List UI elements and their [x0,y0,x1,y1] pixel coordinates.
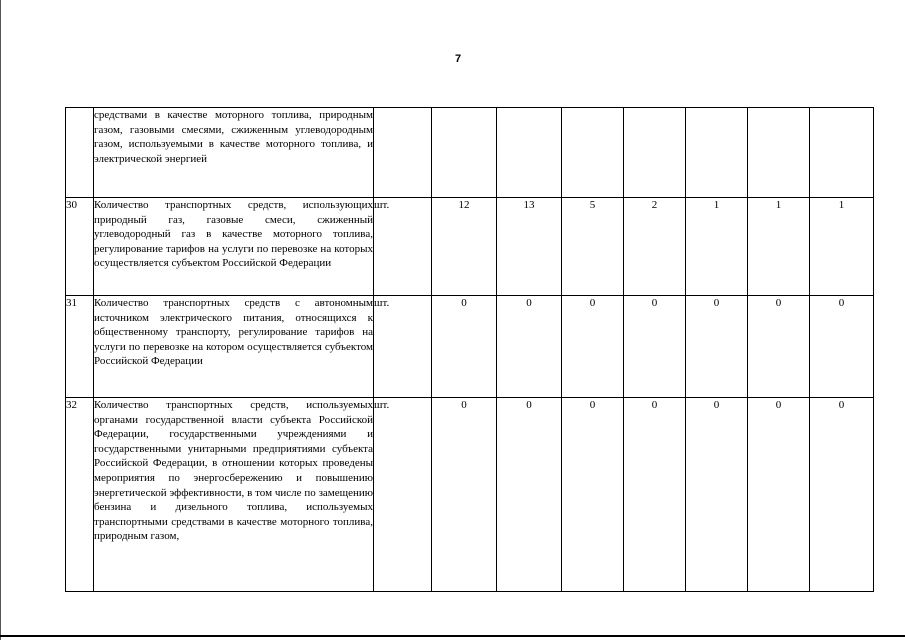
row-description: Количество транспортных средств, используемых органами государственной власти субъекта Российской Федерации, государственными учреждениями и государственными унитарными предприятиями субъекта Российской Федерации, в отношении которых проведены мероприятия по энергосбережению и повышению энергетической эффективности, в том числе по замещению бензина и дизельного топлива, используемых транспортными средствами в качестве моторного топлива, природным газом, [94,398,374,592]
row-unit: шт. [374,296,432,398]
row-unit: шт. [374,198,432,296]
row-value: 0 [432,398,497,592]
row-number: 31 [66,296,94,398]
row-value: 5 [562,198,624,296]
table-row [66,198,874,296]
row-value: 12 [432,198,497,296]
indicators-table [65,107,874,592]
row-description: средствами в качестве моторного топлива, природным газом, газовыми смесями, сжиженным углеводородным газом, используемыми в качестве моторного топлива, и электрической энергией [94,108,374,198]
row-value: 0 [562,398,624,592]
row-value [810,108,874,198]
row-value [497,108,562,198]
row-value: 1 [810,198,874,296]
row-value: 0 [562,296,624,398]
row-number: 30 [66,198,94,296]
row-unit: шт. [374,398,432,592]
row-value: 0 [432,296,497,398]
scan-bottom-edge [0,635,905,637]
scan-edge [0,0,1,640]
row-value: 0 [748,296,810,398]
row-value: 0 [686,296,748,398]
table-row [66,296,874,398]
row-value [562,108,624,198]
row-description: Количество транспортных средств с автономным источником электрического питания, относящихся к общественному транспорту, регулирование тарифов на услуги по перевозке на котором осуществляется субъектом Российской Федерации [94,296,374,398]
row-value [748,108,810,198]
row-value: 1 [686,198,748,296]
row-number: 32 [66,398,94,592]
row-value: 0 [624,398,686,592]
row-value [686,108,748,198]
row-value: 1 [748,198,810,296]
row-value: 0 [810,296,874,398]
row-value: 0 [748,398,810,592]
row-value: 0 [810,398,874,592]
row-value [624,108,686,198]
row-value: 2 [624,198,686,296]
row-value: 0 [686,398,748,592]
table-row [66,108,874,198]
page-number: 7 [454,53,462,65]
row-value: 0 [497,398,562,592]
row-value: 13 [497,198,562,296]
row-value: 0 [624,296,686,398]
row-value [432,108,497,198]
row-description: Количество транспортных средств, использующих природный газ, газовые смеси, сжиженный углеводородный газ в качестве моторного топлива, регулирование тарифов на услуги по перевозке на которых осуществляется субъектом Российской Федерации [94,198,374,296]
row-number [66,108,94,198]
row-value: 0 [497,296,562,398]
table-row [66,398,874,592]
row-unit [374,108,432,198]
